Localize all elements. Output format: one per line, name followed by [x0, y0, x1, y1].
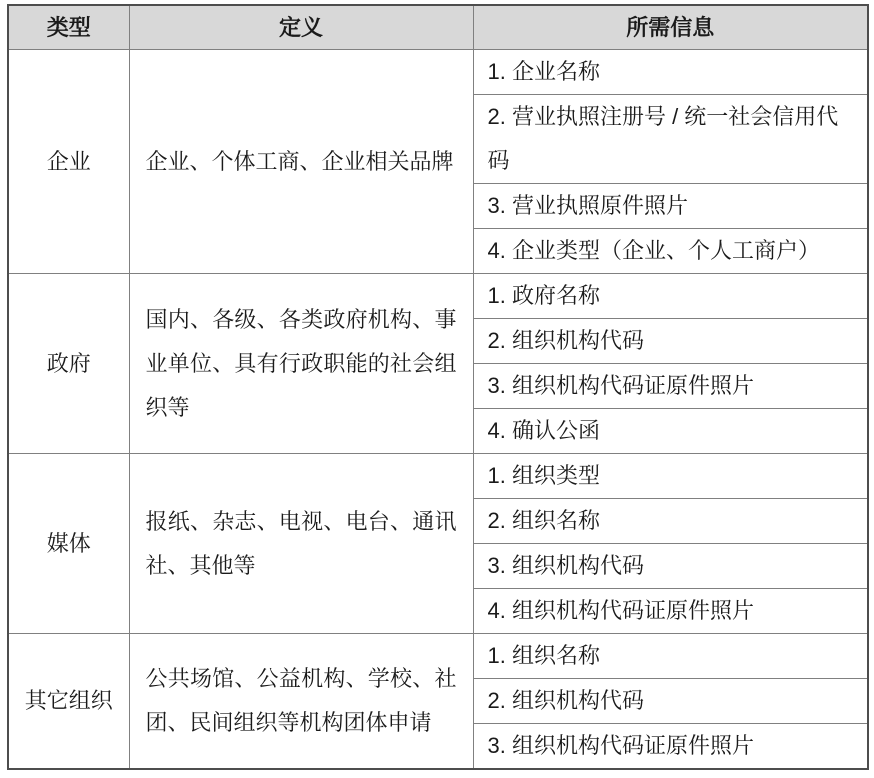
info-item: 1. 政府名称: [473, 274, 868, 319]
definition-cell-media: 报纸、杂志、电视、电台、通讯社、其他等: [129, 454, 473, 634]
definition-cell-government: 国内、各级、各类政府机构、事业单位、具有行政职能的社会组织等: [129, 274, 473, 454]
definition-cell-other-org: 公共场馆、公益机构、学校、社团、民间组织等机构团体申请: [129, 634, 473, 770]
info-item: 1. 组织名称: [473, 634, 868, 679]
info-item: 3. 组织机构代码: [473, 544, 868, 589]
info-item: 2. 营业执照注册号 / 统一社会信用代码: [473, 95, 868, 184]
table-row-government: [8, 274, 868, 319]
table-row-enterprise: [8, 50, 868, 95]
info-item: 4. 企业类型（企业、个人工商户）: [473, 229, 868, 274]
info-item: 2. 组织机构代码: [473, 679, 868, 724]
header-required-info: 所需信息: [473, 5, 868, 50]
type-cell-media: 媒体: [8, 454, 129, 634]
table-row-media: [8, 454, 868, 499]
info-item: 4. 确认公函: [473, 409, 868, 454]
info-item: 4. 组织机构代码证原件照片: [473, 589, 868, 634]
info-item: 1. 企业名称: [473, 50, 868, 95]
header-type: 类型: [8, 5, 129, 50]
info-item: 2. 组织机构代码: [473, 319, 868, 364]
definition-cell-enterprise: 企业、个体工商、企业相关品牌: [129, 50, 473, 274]
type-cell-government: 政府: [8, 274, 129, 454]
info-item: 2. 组织名称: [473, 499, 868, 544]
account-verification-requirements-table: [7, 4, 869, 770]
type-cell-enterprise: 企业: [8, 50, 129, 274]
info-item: 3. 组织机构代码证原件照片: [473, 724, 868, 770]
type-cell-other-org: 其它组织: [8, 634, 129, 770]
info-item: 3. 组织机构代码证原件照片: [473, 364, 868, 409]
table-row-other-org: [8, 634, 868, 679]
header-definition: 定义: [129, 5, 473, 50]
info-item: 3. 营业执照原件照片: [473, 184, 868, 229]
header-row: [8, 5, 868, 50]
info-item: 1. 组织类型: [473, 454, 868, 499]
